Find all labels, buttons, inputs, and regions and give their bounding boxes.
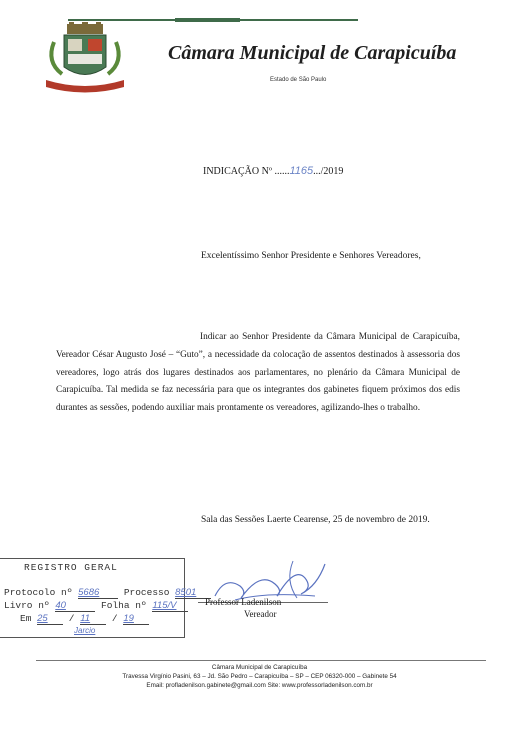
footer-line-2: Travessa Virgínio Pasini, 63 – Jd. São Pedro – Carapicuíba – SP – CEP 06320-000 – Gabinete 54 [122,673,397,680]
stamp-folha-value: 115/V [152,600,188,612]
stamp-protocolo-value: 5686 [78,587,118,599]
footer-line-1: Câmara Municipal de Carapicuíba [211,664,308,671]
body-paragraph [56,329,460,418]
stamp-processo-value: 8501 [175,587,211,599]
stamp-month: 11 [80,613,106,625]
indicacao-heading: INDICAÇÃO Nº ......1165.../2019 [203,165,344,177]
header-rule-accent [175,18,240,22]
body-text: Indicar ao Senhor Presidente da Câmara Municipal de Carapicuíba, Vereador César Augusto José – “Guto”, a necessidade da colocação de assentos destinados à assessoria dos vereadores, logo atrás dos lugares destinados aos parlamentares, no plenário da Câmara Municipal de Carapicuíba. Tal medida se faz necessária para que os integrantes dos gabinetes fiquem próximos dos edis durantes as sessões, podendo auxiliar mais prontamente os vereadores, agilizando-lhes o trabalho. [56,332,460,414]
closing-date: Sala das Sessões Laerte Cearense, 25 de novembro de 2019. [201,515,430,525]
stamp-processo-label: Processo [123,587,170,598]
signer-name: Professor Ladenilson [205,597,282,607]
indicacao-year: /2019 [320,166,344,177]
stamp-year: 19 [123,613,149,625]
stamp-date-row: Em 25 / 11 / 19 [20,613,149,625]
stamp-initials: Jarcio [74,626,96,635]
footer-rule [36,660,486,661]
stamp-protocolo-row [4,587,211,599]
stamp-protocolo-label: Protocolo nº [4,587,73,598]
coat-of-arms-icon [40,22,130,97]
page-subtitle: Estado de São Paulo [270,77,327,83]
stamp-title: REGISTRO GERAL [24,562,118,573]
stamp-livro-value: 40 [55,600,95,612]
stamp-folha-label: Folha nº [101,600,147,611]
stamp-day: 25 [37,613,63,625]
signer-role: Vereador [244,609,277,619]
page-title: Câmara Municipal de Carapicuíba [168,42,457,64]
registro-geral-stamp [0,558,197,638]
stamp-em-label: Em [20,613,32,624]
indicacao-label: INDICAÇÃO Nº [203,166,272,177]
greeting: Excelentíssimo Senhor Presidente e Senhores Vereadores, [201,251,421,261]
stamp-livro-row [4,600,188,612]
stamp-livro-label: Livro nº [4,600,50,611]
footer-line-3: Email: profladenilson.gabinete@gmail.com Site: www.professorladenilson.com.br [146,682,373,689]
indicacao-number: 1165 [289,165,314,177]
